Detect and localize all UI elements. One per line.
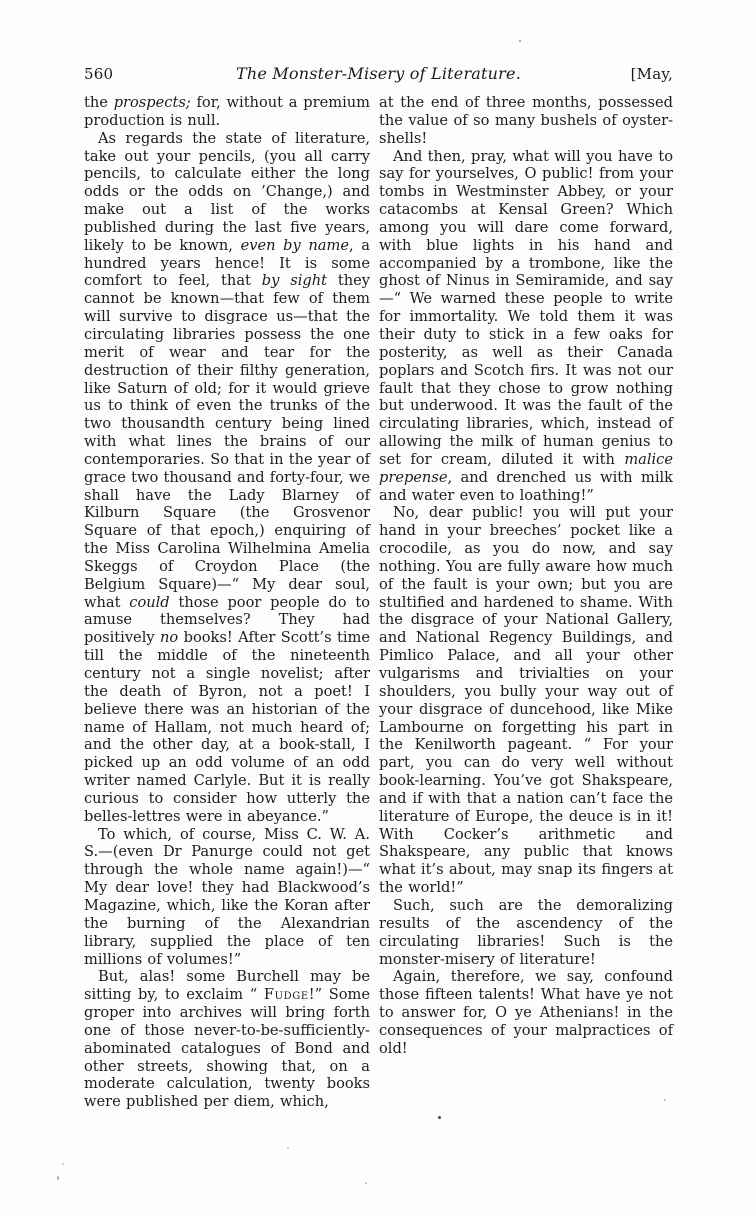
- two-column-body: [84, 94, 673, 1111]
- scan-speck: [62, 1163, 64, 1165]
- paragraph: But, alas! some Burchell may be sitting by, to exclaim “ Fudge!” Some groper into archives will bring forth one of those never-to-be-sufficiently-abominated catalogues of Bond and other streets, showing that, on a moderate calculation, twenty books were published per diem, which,: [84, 968, 370, 1111]
- paragraph: at the end of three months, possessed the value of so many bushels of oyster-shells!: [379, 94, 673, 147]
- paragraph: Again, therefore, we say, confound those fifteen talents! What have ye not to answer for, O ye Athenians! in the consequences of your malpractices of old!: [379, 968, 673, 1057]
- scan-speck: [287, 1147, 289, 1149]
- column-left: [84, 94, 370, 1111]
- page-number: 560: [84, 65, 114, 83]
- scan-speck: [664, 1099, 666, 1101]
- text-block: [84, 64, 673, 1111]
- paragraph: the prospects; for, without a premium production is null.: [84, 94, 370, 129]
- scan-speck: [57, 1176, 59, 1180]
- running-title: The Monster-Misery of Literature.: [236, 64, 521, 83]
- paragraph: As regards the state of literature, take out your pencils, (you all carry pencils, to calculate either the long odds or the odds on ’Change,) and make out a list of the works published during the last five years, likely to be known, even by name, a hundred years hence! It is some comfort to feel, that by sight they cannot be known—that few of them will survive to disgrace us—that the circulating libraries possess the one merit of wear and tear for the destruction of their filthy generation, like Saturn of old; for it would grieve us to think of even the trunks of the two thousandth century being lined with what lines the brains of our contemporaries. So that in the year of grace two thousand and forty-four, we shall have the Lady Blarney of Kilburn Square (the Grosvenor Square of that epoch,) enquiring of the Miss Carolina Wilhelmina Amelia Skeggs of Croydon Place (the Belgium Square)—“ My dear soul, what could those poor people do to amuse themselves? They had positively no books! After Scott’s time till the middle of the nineteenth century not a single novelist; after the death of Byron, not a poet! I believe there was an historian of the name of Hallam, not much heard of; and the other day, at a book-stall, I picked up an odd volume of an odd writer named Carlyle. But it is really curious to consider how utterly the belles-lettres were in abeyance.”: [84, 129, 370, 825]
- scan-speck: [438, 1116, 441, 1119]
- scan-speck: [365, 1182, 367, 1184]
- paragraph: And then, pray, what will you have to say for yourselves, O public! from your tombs in Westminster Abbey, or your catacombs at Kensal Green? Which among you will dare come forward, with blue lights in his hand and accompanied by a trombone, like the ghost of Ninus in Semiramide, and say—“ We warned these people to write for immortality. We told them it was their duty to stick in a few oaks for posterity, as well as their Canada poplars and Scotch firs. It was not our fault that they chose to grow nothing but underwood. It was the fault of the circulating libraries, which, instead of allowing the milk of human genius to set for cream, diluted it with malice prepense, and drenched us with milk and water even to loathing!”: [379, 147, 673, 504]
- page-header: [84, 64, 673, 83]
- paragraph: To which, of course, Miss C. W. A. S.—(even Dr Panurge could not get through the whole name again!)—“ My dear love! they had Blackwood’s Magazine, which, like the Koran after the burning of the Alexandrian library, supplied the place of ten millions of volumes!”: [84, 825, 370, 968]
- scan-speck: [450, 1024, 452, 1026]
- paragraph: Such, such are the demoralizing results of the ascendency of the circulating libraries! Such is the monster-misery of literature!: [379, 896, 673, 968]
- issue-label: [May,: [630, 65, 673, 83]
- column-right: [379, 94, 673, 1111]
- paragraph: No, dear public! you will put your hand in your breeches’ pocket like a crocodile, as you do now, and say nothing. You are fully aware how much of the fault is your own; but you are stultified and hardened to shame. With the disgrace of your National Gallery, and National Regency Buildings, and Pimlico Palace, and all your other vulgarisms and trivialties on your shoulders, you bully your way out of your disgrace of duncehood, like Mike Lambourne on forgetting his part in the Kenilworth pageant. “ For your part, you can do very well without book-learning. You’ve got Shakspeare, and if with that a nation can’t face the literature of Europe, the deuce is in it! With Cocker’s arithmetic and Shakspeare, any public that knows what it’s about, may snap its fingers at the world!”: [379, 504, 673, 897]
- scan-speck: [519, 40, 521, 42]
